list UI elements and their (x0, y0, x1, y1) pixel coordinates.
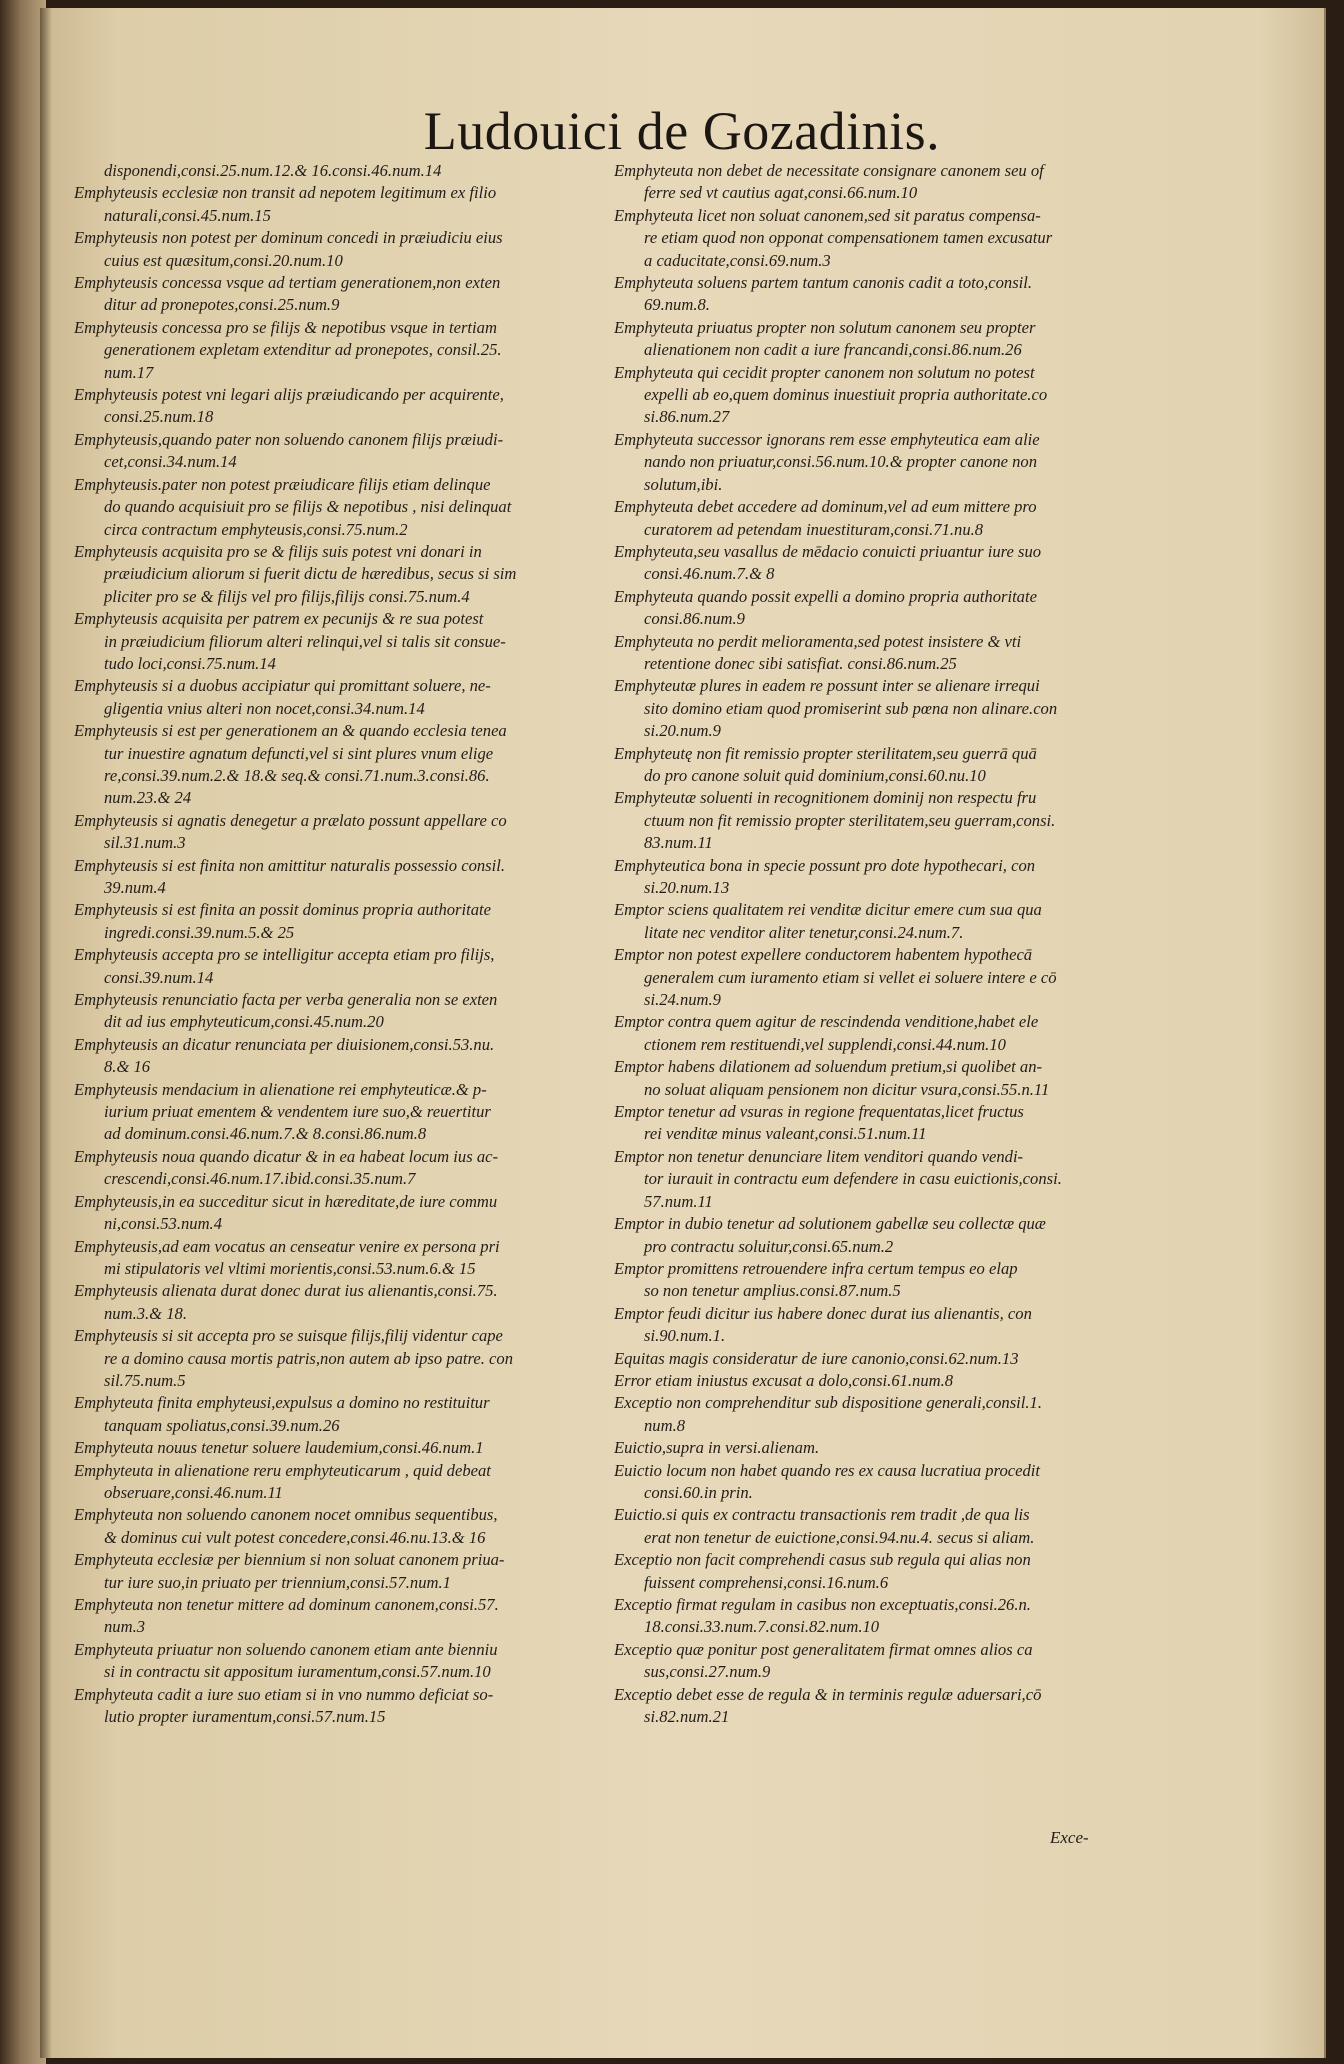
book-page (40, 8, 1326, 2058)
right-column-line: si.86.num.27 (644, 407, 730, 427)
left-column-line: ni,consi.53.num.4 (104, 1214, 222, 1234)
left-column-line: Emphyteusis si a duobus accipiatur qui promittant soluere, ne- (74, 676, 491, 696)
right-column-line: Euictio,supra in versi.alienam. (614, 1438, 820, 1458)
left-column-line: Emphyteusis concessa vsque ad tertiam generationem,non exten (74, 273, 501, 293)
left-column-line: pliciter pro se & filijs vel pro filijs,filijs consi.75.num.4 (104, 586, 470, 606)
left-column-line: Emphyteuta non soluendo canonem nocet omnibus sequentibus, (74, 1505, 498, 1525)
right-column-line: Emptor sciens qualitatem rei venditæ dicitur emere cum sua qua (614, 900, 1042, 920)
left-column-line: re,consi.39.num.2.& 18.& seq.& consi.71.num.3.consi.86. (104, 765, 490, 785)
right-column-line: re etiam quod non opponat compensationem tamen excusatur (644, 228, 1053, 248)
right-column-line: si.24.num.9 (644, 990, 721, 1010)
left-column-line: sil.31.num.3 (104, 833, 186, 853)
left-column-line: Emphyteuta ecclesiæ per biennium si non soluat canonem priua- (74, 1550, 505, 1570)
left-column-line: Emphyteusis si est finita non amittitur naturalis possessio consil. (74, 855, 505, 875)
left-column-line: Emphyteusis an dicatur renunciata per diuisionem,consi.53.nu. (74, 1034, 495, 1054)
left-column-line: Emphyteuta in alienatione reru emphyteuticarum , quid debeat (74, 1460, 491, 1480)
left-column-line: 39.num.4 (104, 878, 166, 897)
catchword: Exce- (1050, 1828, 1089, 1847)
right-column-line: Emptor feudi dicitur ius habere donec durat ius alienantis, con (614, 1303, 1032, 1323)
left-column-line: in præiudicium filiorum alteri relinqui,vel si talis sit consue- (104, 631, 506, 651)
left-column-line: Emphyteusis acquisita per patrem ex pecunijs & re sua potest (74, 609, 484, 629)
right-column-line: si.82.num.21 (644, 1707, 730, 1727)
right-column-line: Exceptio quæ ponitur post generalitatem firmat omnes alios ca (614, 1639, 1033, 1659)
left-column-line: Emphyteusis mendacium in alienatione rei emphyteuticæ.& p- (74, 1079, 487, 1099)
right-column-line: litate nec venditor aliter tenetur,consi.24.num.7. (644, 922, 964, 942)
right-column-line: consi.46.num.7.& 8 (644, 564, 775, 584)
right-column-line: do pro canone soluit quid dominium,consi.60.nu.10 (644, 765, 986, 785)
left-column-line: Emphyteuta cadit a iure suo etiam si in vno nummo deficiat so- (74, 1684, 494, 1704)
right-column-line: num.8 (644, 1415, 686, 1435)
left-column-line: Emphyteusis alienata durat donec durat ius alienantis,consi.75. (74, 1281, 498, 1301)
right-column (614, 160, 1202, 1728)
left-column-line: num.17 (104, 362, 154, 382)
right-column-line: Emphyteuta soluens partem tantum canonis cadit a toto,consil. (614, 273, 1033, 293)
right-column-line: Emphyteuta debet accedere ad dominum,vel ad eum mittere pro (614, 497, 1037, 517)
right-column-line: Emphyteuta priuatus propter non solutum canonem seu propter (614, 317, 1036, 337)
left-column-line: tanquam spoliatus,consi.39.num.26 (104, 1415, 340, 1435)
right-column-line: consi.60.in prin. (644, 1482, 753, 1502)
right-column-line: Emphyteuta non debet de necessitate consignare canonem seu of (614, 161, 1044, 180)
right-column-line: Emphyteuta no perdit melioramenta,sed potest insistere & vti (614, 631, 1022, 651)
left-column-line: re a domino causa mortis patris,non autem ab ipso patre. con (104, 1348, 513, 1368)
left-column-line: si in contractu sit appositum iuramentum,consi.57.num.10 (104, 1662, 491, 1682)
right-column-line: Emphyteutæ plures in eadem re possunt inter se alienare irrequi (614, 676, 1040, 696)
right-column-line: nando non priuatur,consi.56.num.10.& propter canone non (644, 452, 1038, 472)
left-column-line: Emphyteusis,ad eam vocatus an censeatur venire ex persona pri (74, 1236, 500, 1256)
right-column-line: Emphyteuta licet non soluat canonem,sed sit paratus compensa- (614, 205, 1041, 225)
left-column-line: Emphyteusis renunciatio facta per verba generalia non se exten (74, 990, 498, 1010)
left-column-line: Emphyteusis non potest per dominum concedi in præiudiciu eius (74, 228, 503, 248)
right-column-line: fuissent comprehensi,consi.16.num.6 (644, 1572, 889, 1592)
left-column-line: Emphyteusis acquisita pro se & filijs suis potest vni donari in (74, 541, 482, 561)
left-column-line: Emphyteusis potest vni legari alijs præiudicando per acquirente, (74, 385, 504, 405)
right-column-line: a caducitate,consi.69.num.3 (644, 250, 831, 270)
right-column-line: Euictio.si quis ex contractu transactionis rem tradit ,de qua lis (614, 1505, 1030, 1525)
right-column-line: solutum,ibi. (644, 474, 723, 494)
right-column-line: retentione donec sibi satisfiat. consi.86.num.25 (644, 653, 957, 673)
left-column-line: iurium priuat ementem & vendentem iure suo,& reuertitur (104, 1102, 491, 1122)
right-column-line: Emptor promittens retrouendere infra certum tempus eo elap (614, 1258, 1018, 1278)
right-column-line: si.90.num.1. (644, 1326, 726, 1346)
right-column-line: expelli ab eo,quem dominus inuestiuit propria authoritate.co (644, 385, 1048, 405)
left-column-line: Emphyteuta finita emphyteusi,expulsus a domino no restituitur (74, 1393, 490, 1413)
left-column-line: num.3 (104, 1617, 146, 1637)
left-column-line: 8.& 16 (104, 1057, 151, 1077)
left-column-line: naturali,consi.45.num.15 (104, 205, 271, 225)
left-column-line: do quando acquisiuit pro se filijs & nepotibus , nisi delinquat (104, 497, 512, 517)
right-column-line: so non tenetur amplius.consi.87.num.5 (644, 1281, 901, 1301)
left-column-line: cuius est quæsitum,consi.20.num.10 (104, 250, 343, 270)
right-column-line: Exceptio non comprehenditur sub dispositione generali,consil.1. (614, 1393, 1042, 1413)
right-column-line: 57.num.11 (644, 1191, 713, 1211)
right-column-line: ctionem rem restituendi,vel supplendi,consi.44.num.10 (644, 1034, 1006, 1054)
left-column-line: disponendi,consi.25.num.12.& 16.consi.46.num.14 (104, 161, 442, 180)
right-column-line: Emphyteutę non fit remissio propter sterilitatem,seu guerrā quā (614, 743, 1037, 763)
right-column-line: tor iurauit in contractu eum defendere in casu euictionis,consi. (644, 1169, 1062, 1189)
left-column-line: Emphyteusis si sit accepta pro se suisque filijs,filij videntur cape (74, 1326, 503, 1346)
right-column-line: Emptor non tenetur denunciare litem venditori quando vendi- (614, 1146, 1024, 1166)
right-column-line: si.20.num.13 (644, 878, 730, 897)
right-column-line: Error etiam iniustus excusat a dolo,consi.61.num.8 (614, 1370, 954, 1390)
right-column-line: alienationem non cadit a iure francandi,consi.86.num.26 (644, 340, 1022, 360)
left-column-line: ad dominum.consi.46.num.7.& 8.consi.86.num.8 (104, 1124, 427, 1144)
right-column-line: erat non tenetur de euictione,consi.94.nu.4. secus si aliam. (644, 1527, 1035, 1547)
left-column-line: Emphyteusis.pater non potest præiudicare filijs etiam delinque (74, 474, 491, 494)
left-column-line: sil.75.num.5 (104, 1370, 186, 1390)
right-column-line: pro contractu soluitur,consi.65.num.2 (644, 1236, 894, 1256)
right-column-line: Emptor in dubio tenetur ad solutionem gabellæ seu collectæ quæ (614, 1214, 1046, 1234)
left-column-line: & dominus cui vult potest concedere,consi.46.nu.13.& 16 (104, 1527, 486, 1547)
right-column-line: Emphyteutæ soluenti in recognitionem dominij non respectu fru (614, 788, 1037, 808)
right-column-line: Emphyteutica bona in specie possunt pro dote hypothecari, con (614, 855, 1036, 875)
left-column-line: ingredi.consi.39.num.5.& 25 (104, 922, 295, 942)
left-column-line: tur inuestire agnatum defuncti,vel si sint plures vnum elige (104, 743, 494, 763)
left-column-line: dit ad ius emphyteuticum,consi.45.num.20 (104, 1012, 384, 1032)
left-column-line: Emphyteusis accepta pro se intelligitur accepta etiam pro filijs, (74, 945, 495, 965)
right-column-line: generalem cum iuramento etiam si vellet ei soluere intere e cō (644, 967, 1057, 987)
left-column-line: gligentia vnius alteri non nocet,consi.34.num.14 (104, 698, 425, 718)
right-column-line: sito domino etiam quod promiserint sub pœna non alinare.con (644, 698, 1058, 718)
left-column-line: lutio propter iuramentum,consi.57.num.15 (104, 1707, 386, 1727)
right-column-line: no soluat aliquam pensionem non dicitur vsura,consi.55.n.11 (644, 1079, 1050, 1099)
left-column-line: Emphyteuta priuatur non soluendo canonem etiam ante bienniu (74, 1639, 498, 1659)
right-column-line: ferre sed vt cautius agat,consi.66.num.10 (644, 183, 918, 203)
left-column-line: consi.25.num.18 (104, 407, 214, 427)
left-column-line: mi stipulatoris vel vltimi morientis,consi.53.num.6.& 15 (104, 1258, 476, 1278)
left-column-line: Emphyteusis noua quando dicatur & in ea habeat locum ius ac- (74, 1146, 499, 1166)
right-column-line: rei venditæ minus valeant,consi.51.num.11 (644, 1124, 927, 1144)
right-column-line: Emptor habens dilationem ad soluendum pretium,si quolibet an- (614, 1057, 1043, 1077)
left-column-line: Emphyteusis,in ea succeditur sicut in hæreditate,de iure commu (74, 1191, 498, 1211)
right-column-line: si.20.num.9 (644, 721, 721, 741)
left-column-line: obseruare,consi.46.num.11 (104, 1482, 283, 1502)
left-column-line: Emphyteuta non tenetur mittere ad dominum canonem,consi.57. (74, 1595, 499, 1614)
left-column-line: Emphyteusis si agnatis denegetur a prælato possunt appellare co (74, 810, 507, 830)
right-column-line: Emphyteuta qui cecidit propter canonem non solutum no potest (614, 362, 1035, 382)
left-column-line: generationem expletam extenditur ad pronepotes, consil.25. (104, 340, 502, 360)
right-column-line: Equitas magis consideratur de iure canonio,consi.62.num.13 (614, 1348, 1019, 1368)
right-column-line: 69.num.8. (644, 295, 710, 315)
left-column-line: consi.39.num.14 (104, 967, 214, 987)
right-column-line: Exceptio non facit comprehendi casus sub regula qui alias non (614, 1550, 1031, 1570)
right-column-line: Emptor contra quem agitur de rescindenda venditione,habet ele (614, 1012, 1039, 1032)
right-column-line: 83.num.11 (644, 833, 713, 853)
left-column-line: num.3.& 18. (104, 1303, 187, 1323)
left-column-line: Emphyteusis si est per generationem an & quando ecclesia tenea (74, 721, 507, 741)
left-column-line: crescendi,consi.46.num.17.ibid.consi.35.num.7 (104, 1169, 416, 1189)
left-column-line: Emphyteusis si est finita an possit dominus propria authoritate (74, 900, 492, 920)
right-column-line: curatorem ad petendam inuestituram,consi.71.nu.8 (644, 519, 984, 539)
right-column-line: Emphyteuta,seu vasallus de mēdacio conuicti priuantur iure suo (614, 541, 1042, 561)
right-column-line: consi.86.num.9 (644, 609, 745, 629)
left-column-line: tudo loci,consi.75.num.14 (104, 653, 276, 673)
right-column-line: Emphyteuta quando possit expelli a domino propria authoritate (614, 586, 1037, 606)
left-column-line: Emphyteusis concessa pro se filijs & nepotibus vsque in tertiam (74, 317, 497, 337)
right-column-line: Emptor non potest expellere conductorem habentem hypothecā (614, 945, 1033, 965)
page-shadow (40, 8, 52, 2058)
left-column-line: ditur ad pronepotes,consi.25.num.9 (104, 295, 340, 315)
left-column-line: cet,consi.34.num.14 (104, 452, 237, 472)
right-column-line: Emptor tenetur ad vsuras in regione frequentatas,licet fructus (614, 1102, 1024, 1122)
right-column-line: Exceptio debet esse de regula & in terminis regulæ aduersari,cō (614, 1684, 1042, 1704)
right-column-line: Emphyteuta successor ignorans rem esse emphyteutica eam alie (614, 429, 1040, 449)
left-column-line: num.23.& 24 (104, 788, 192, 808)
left-column-line: Emphyteusis,quando pater non soluendo canonem filijs præiudi- (74, 429, 504, 449)
right-column-line: 18.consi.33.num.7.consi.82.num.10 (644, 1617, 880, 1637)
left-column-line: circa contractum emphyteusis,consi.75.num.2 (104, 519, 408, 539)
right-column-line: Exceptio firmat regulam in casibus non exceptuatis,consi.26.n. (614, 1595, 1031, 1614)
left-column-line: tur iure suo,in priuato per triennium,consi.57.num.1 (104, 1572, 451, 1592)
left-column (74, 160, 634, 1728)
right-column-line: sus,consi.27.num.9 (644, 1662, 771, 1682)
left-column-line: Emphyteuta nouus tenetur soluere laudemium,consi.46.num.1 (74, 1438, 484, 1458)
right-column-line: ctuum non fit remissio propter sterilitatem,seu guerram,consi. (644, 810, 1056, 830)
right-column-line: Euictio locum non habet quando res ex causa lucratiua procedit (614, 1460, 1040, 1480)
left-column-line: præiudicium aliorum si fuerit dictu de hæredibus, secus si sim (104, 564, 517, 584)
running-header: Ludouici de Gozadinis. (423, 101, 941, 161)
left-column-line: Emphyteusis ecclesiæ non transit ad nepotem legitimum ex filio (74, 183, 497, 203)
